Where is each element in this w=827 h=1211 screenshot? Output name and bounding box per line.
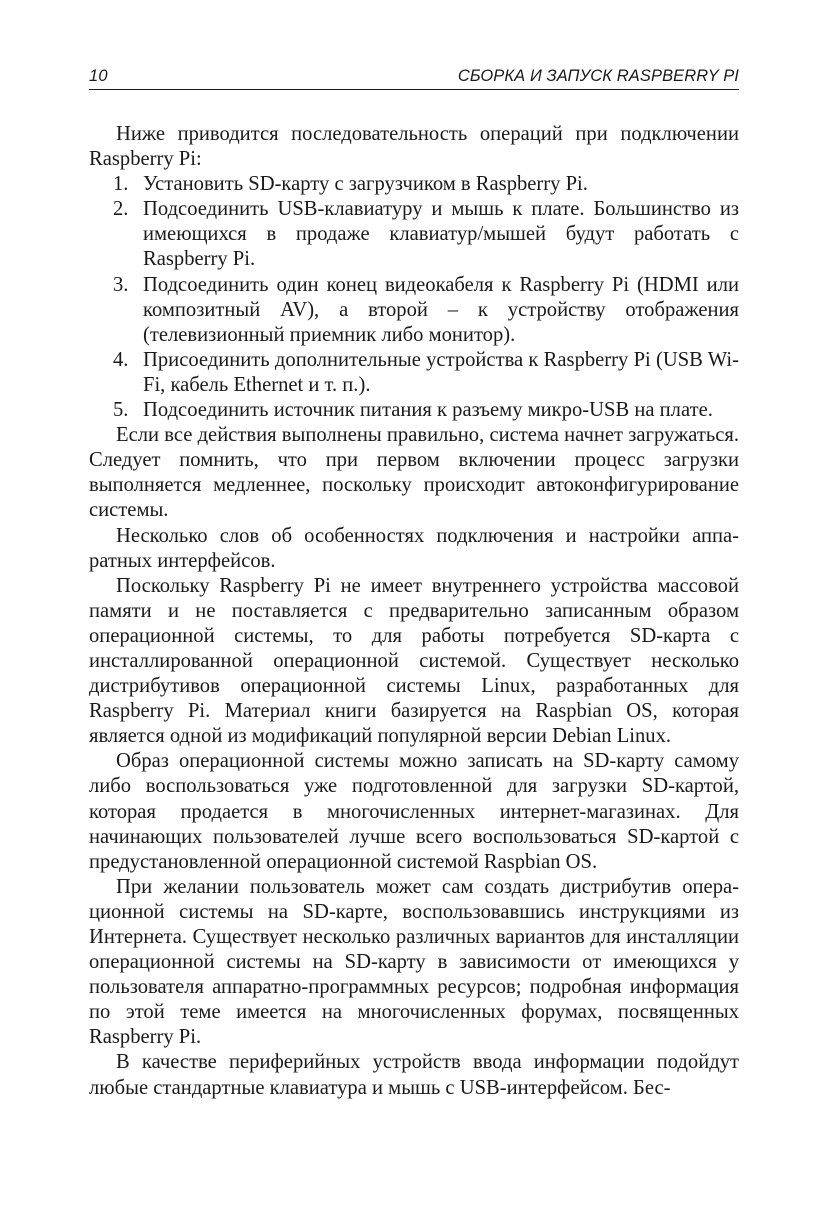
list-item-text: Подсоединить один конец видеокабеля к Raspberry Pi (HDMI или композитный AV), а второй – к устройству отображения (телевизионный приемник либо монитор). (143, 273, 739, 346)
book-page (89, 66, 739, 1101)
list-item-number: 1. (113, 173, 129, 196)
intro-paragraph: Ниже приводится последовательность операций при подключении Raspberry Pi: (89, 123, 739, 171)
list-item-number: 2. (113, 198, 129, 221)
paragraph: При желании пользователь может сам создать дистрибутив операционной системы на SD-карте, воспользовавшись инструкциями из Интернета. Существует несколько различных вариантов для инсталляции операционной системы на SD-карту в зависимости от имеющихся у пользователя аппаратно-программных ресурсов; подробная информация по этой теме имеется на многочисленных форумах, посвященных Raspberry Pi. (89, 875, 739, 1049)
paragraph: Если все действия выполнены правильно, система начнет загружаться. Следует помнить, что при первом включении процесс загрузки выполняется медленнее, поскольку происходит автоконфигурирование системы. (89, 424, 739, 522)
paragraph: Несколько слов об особенностях подключения и настройки аппаратных интерфейсов. (89, 524, 739, 572)
list-item (89, 172, 739, 197)
running-header (89, 66, 739, 90)
list-item-text: Присоединить дополнительные устройства к Raspberry Pi (USB Wi-Fi, кабель Ethernet и т. п.). (143, 348, 739, 396)
list-item-text: Подсоединить источник питания к разъему микро-USB на плате. (143, 399, 713, 422)
list-item-number: 3. (113, 273, 129, 296)
list-item (89, 197, 739, 272)
body-text (89, 122, 739, 1101)
list-item (89, 398, 739, 423)
paragraph: В качестве периферийных устройств ввода информации подойдут любые стандартные клавиатура и мышь с USB-интерфейсом. Бес- (89, 1051, 739, 1099)
list-item-number: 4. (113, 348, 129, 371)
paragraph: Поскольку Raspberry Pi не имеет внутреннего устройства массовой памяти и не поставляется с предварительно записанным образом операционной системы, то для работы потребуется SD-карта с инсталлированной операционной системой. Существует несколько дистрибутивов операционной системы Linux, разработанных для Raspberry Pi. Материал книги базируется на Raspbian OS, которая является одной из модификаций популярной версии Debian Linux. (89, 574, 739, 748)
running-title: СБОРКА И ЗАПУСК RASPBERRY PI (457, 67, 739, 85)
paragraph: Образ операционной системы можно записать на SD-карту самому либо воспользоваться уже подготовленной для загрузки SD-​картой, которая продается в многочисленных интернет-магазинах. Для начинающих пользователей лучше всего воспользоваться SD-​картой с предустановленной операционной системой Raspbian OS. (89, 750, 739, 873)
list-item-number: 5. (113, 399, 129, 422)
list-item (89, 273, 739, 348)
list-item (89, 348, 739, 398)
page-number: 10 (89, 67, 108, 85)
list-item-text: Установить SD-карту с загрузчиком в Raspberry Pi. (143, 173, 588, 196)
steps-list (89, 172, 739, 423)
list-item-text: Подсоединить USB-клавиатуру и мышь к плате. Большинство из имеющихся в продаже клавиатур/мышей будут работать с Raspberry Pi. (143, 198, 739, 271)
